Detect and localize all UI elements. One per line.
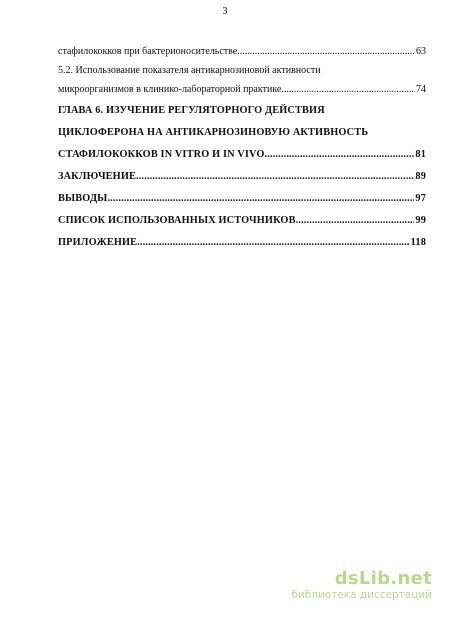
toc-entry-page: 118 (410, 237, 426, 248)
toc-leader-dots (265, 144, 415, 166)
page-number: 3 (222, 6, 228, 17)
toc-entry-page: 74 (416, 84, 426, 95)
toc-entry-title: ГЛАВА 6. ИЗУЧЕНИЕ РЕГУЛЯТОРНОГО ДЕЙСТВИЯ (58, 105, 325, 116)
toc-entry-title: ВЫВОДЫ (58, 193, 108, 204)
toc-entry-title: микроорганизмов в клинико-лабораторной практике (58, 84, 282, 95)
toc-entry-title: ЦИКЛОФЕРОНА НА АНТИКАРНОЗИНОВУЮ АКТИВНОСТЬ (58, 127, 369, 138)
toc-entry-page: 99 (415, 215, 426, 226)
toc-entry-title: СПИСОК ИСПОЛЬЗОВАННЫХ ИСТОЧНИКОВ (58, 215, 296, 226)
table-of-contents (58, 42, 426, 254)
toc-entry (58, 80, 426, 99)
toc-entry-page: 81 (415, 149, 426, 160)
toc-leader-dots (281, 80, 415, 99)
toc-leader-dots (137, 232, 410, 254)
toc-entry-title: 5.2. Использование показателя антикарнозиновой активности (58, 65, 321, 76)
toc-entry (58, 188, 426, 210)
toc-entry-page: 97 (415, 193, 426, 204)
toc-leader-dots (237, 42, 415, 61)
toc-entry-title: ПРИЛОЖЕНИЕ (58, 237, 138, 248)
toc-entry (58, 144, 426, 166)
toc-entry (58, 232, 426, 254)
toc-entry (58, 210, 426, 232)
watermark (291, 569, 432, 601)
toc-leader-dots (107, 188, 414, 210)
toc-entry-title: стафилококков при бактерионосительстве (58, 46, 238, 57)
toc-entry (58, 100, 426, 122)
toc-entry-title: ЗАКЛЮЧЕНИЕ (58, 171, 137, 182)
toc-entry-page: 89 (415, 171, 426, 182)
toc-entry-page: 63 (416, 46, 426, 57)
toc-leader-dots (296, 210, 415, 232)
watermark-logo: dsLib.net (334, 568, 432, 589)
toc-entry (58, 166, 426, 188)
toc-entry (58, 122, 426, 144)
toc-leader-dots (136, 166, 414, 188)
watermark-subtitle: библиотека диссертаций (291, 589, 432, 601)
toc-entry-title: СТАФИЛОКОККОВ IN VITRO И IN VIVO (58, 149, 265, 160)
toc-entry (58, 61, 426, 80)
toc-entry (58, 42, 426, 61)
